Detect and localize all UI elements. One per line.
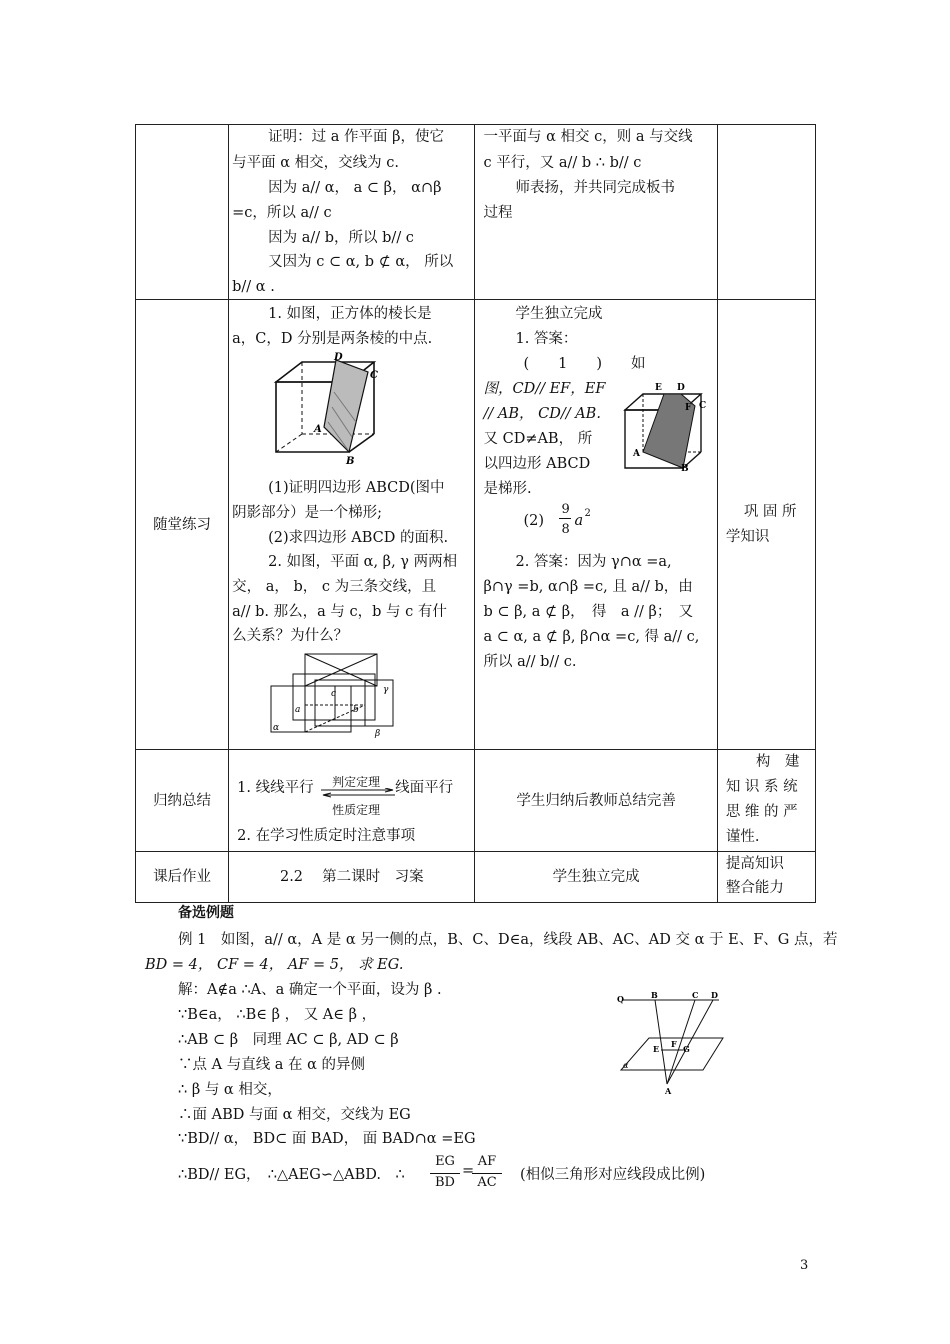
goal-line: 学知识 — [725, 529, 770, 545]
proof-line: 又因为 c ⊂ α, b ⊄ α， 所以 — [268, 254, 454, 270]
example-line: ∵点 A 与直线 a 在 α 的异侧 — [178, 1057, 366, 1073]
exercise-line: (2)求四边形 ABCD 的面积. — [268, 530, 449, 546]
proof-row-label — [136, 125, 229, 300]
proof-line: =c，所以 a// c — [232, 205, 332, 221]
prism-label: D — [711, 992, 718, 1000]
answer-line: b ⊂ β, a ⊄ β， 得 a // β； 又 — [483, 604, 694, 620]
exercise-line: 2. 如图，平面 α, β, γ 两两相 — [268, 554, 458, 570]
summary-middle-cell — [475, 750, 717, 852]
cube1-label: C — [370, 370, 379, 381]
prism-label: Q — [617, 994, 624, 1004]
exercise-line: 交， a， b， c 为三条交线，且 — [232, 579, 437, 595]
cube2-label: C — [699, 401, 707, 411]
arrow-bottom-label: 性质定理 — [332, 803, 381, 817]
proof-line: b// α . — [232, 279, 275, 295]
planes-label: c — [331, 689, 337, 699]
goal-line: 知 识 系 统 — [725, 779, 798, 795]
cube2-label: B — [681, 464, 690, 472]
goal-line: 谨性. — [725, 829, 760, 845]
goal-line: 思 维 的 严 — [725, 804, 798, 820]
three-planes-figure — [265, 650, 395, 742]
proof-row — [136, 125, 816, 300]
summary-goal-cell — [717, 750, 815, 852]
planes-label: b — [353, 705, 359, 715]
example-line: 解：A∉a ∴A、a 确定一个平面，设为 β . — [178, 982, 442, 998]
cube2-label: E — [655, 383, 663, 393]
summary-label-cell — [136, 750, 229, 852]
cube2-label: D — [677, 383, 686, 393]
prism-label: G — [683, 1044, 690, 1054]
example-line: ∴ β 与 α 相交， — [178, 1082, 282, 1098]
planes-label: γ — [383, 685, 389, 695]
cube1-label: A — [314, 424, 322, 435]
planes-label: β — [375, 729, 381, 739]
homework-middle: 学生独立完成 — [552, 869, 640, 885]
homework-row — [136, 852, 816, 903]
practice-right-cell — [475, 300, 717, 750]
summary-left-cell — [229, 750, 475, 852]
cube2-label: A — [633, 449, 641, 459]
planes-label: α — [273, 723, 280, 733]
answer-line: ( 1 ) 如 — [523, 356, 646, 372]
proof-goal-cell — [717, 125, 815, 300]
prism-label: A — [665, 1086, 672, 1096]
goal-line: 构 建 — [755, 754, 800, 770]
area-answer-prefix: (2) — [523, 513, 545, 529]
example-line: ∴AB ⊂ β 同理 AC ⊂ β, AD ⊂ β — [178, 1032, 399, 1048]
proof-note-line: 一平面与 α 相交 c，则 a 与交线 — [483, 129, 693, 145]
answer-line: // AB， CD// AB. — [483, 406, 601, 422]
prism-label: B — [651, 992, 658, 1000]
summary-middle: 学生归纳后教师总结完善 — [516, 792, 676, 809]
answer-line: 1. 答案： — [515, 331, 578, 347]
homework-label: 课后作业 — [153, 869, 212, 885]
homework-goal-cell — [717, 852, 815, 903]
practice-row — [136, 300, 816, 750]
area-exp: 2 — [584, 508, 591, 519]
frac1-bar — [430, 1173, 460, 1174]
example-line: ∴面 ABD 与面 α 相交，交线为 EG — [178, 1107, 411, 1123]
proof-note-line: 过程 — [483, 205, 513, 221]
frac2-bar — [472, 1173, 502, 1174]
goal-line: 巩 固 所 — [743, 504, 797, 520]
example-line: ∵B∈a， ∴B∈ β ， 又 A∈ β ， — [178, 1007, 377, 1023]
example-title: 备选例题 — [178, 905, 234, 921]
proof-left-cell — [229, 125, 475, 300]
lesson-table — [135, 124, 816, 903]
answer-line: 学生独立完成 — [515, 306, 603, 322]
answer-line: 又 CD≠AB， 所 — [483, 431, 593, 447]
practice-goal-cell — [717, 300, 815, 750]
exercise-line: (1)证明四边形 ABCD(图中 — [268, 480, 445, 496]
cube-figure-2 — [619, 380, 709, 472]
proof-note-line: 师表扬，并共同完成板书 — [515, 180, 675, 196]
arrow-top-label: 判定定理 — [332, 775, 381, 789]
planes-label: a — [295, 705, 301, 715]
example-line: ∵BD// α， BD⊂ 面 BAD， 面 BAD∩α =EG — [178, 1131, 476, 1147]
frac2-num: AF — [477, 1154, 497, 1169]
summary-label: 归纳总结 — [153, 792, 212, 809]
example-line: 例 1 如图，a// α，A 是 α 另一侧的点，B、C、D∈a，线段 AB、AC、AD 交 α 于 E、F、G 点，若 — [178, 932, 838, 948]
practice-label: 随堂练习 — [153, 516, 212, 533]
summary-row — [136, 750, 816, 852]
page-number: 3 — [800, 1258, 809, 1273]
summary-item-1b: 线面平行 — [395, 780, 454, 796]
summary-item-1a: 1. 线线平行 — [237, 780, 314, 796]
goal-line: 提高知识 — [725, 856, 784, 872]
answer-line: 2. 答案：因为 γ∩α =a, — [515, 554, 672, 570]
prism-label: E — [653, 1044, 660, 1054]
prism-label: F — [671, 1039, 677, 1049]
example-line: ∴BD// EG， ∴△AEG∽△ABD. ∴ — [178, 1167, 405, 1183]
summary-item-2: 2. 在学习性质定时注意事项 — [237, 828, 416, 844]
prism-label: C — [692, 992, 699, 1000]
example-note: (相似三角形对应线段成比例) — [520, 1167, 706, 1183]
cube1-label: B — [346, 456, 355, 464]
example-line: BD = 4， CF = 4， AF = 5， 求 EG. — [145, 957, 404, 973]
frac-num: 9 — [561, 502, 570, 517]
answer-line: 以四边形 ABCD — [483, 456, 591, 472]
area-var: a — [574, 513, 584, 529]
frac2-den: AC — [477, 1175, 497, 1190]
frac1-den: BD — [435, 1175, 455, 1190]
homework-label-cell — [136, 852, 229, 903]
prism-label: α — [623, 1061, 629, 1070]
proof-line: 因为 a// α， a ⊂ β， α∩β — [268, 180, 442, 196]
example-figure — [615, 992, 725, 1096]
answer-line: 所以 a// b// c. — [483, 654, 577, 670]
cube2-label: F — [685, 403, 692, 413]
cube1-label: D — [334, 352, 343, 363]
homework-middle-cell — [475, 852, 717, 903]
exercise-line: 1. 如图，正方体的棱长是 — [268, 306, 432, 322]
frac-den: 8 — [561, 522, 570, 537]
answer-line: 图，CD// EF，EF — [483, 381, 606, 397]
homework-content-cell — [229, 852, 475, 903]
exercise-line: 阴影部分）是一个梯形; — [232, 505, 383, 521]
exercise-line: 么关系？为什么？ — [232, 628, 349, 644]
exercise-line: a，C，D 分别是两条棱的中点. — [232, 331, 433, 347]
double-arrow-icon — [321, 788, 395, 798]
proof-line: 因为 a// b，所以 b// c — [268, 230, 414, 246]
proof-note-line: c 平行，又 a// b ∴ b// c — [483, 155, 642, 171]
answer-line: 是梯形. — [483, 481, 532, 497]
answer-line: β∩γ =b, α∩β =c, 且 a// b，由 — [483, 579, 693, 595]
practice-label-cell — [136, 300, 229, 750]
practice-left-cell — [229, 300, 475, 750]
proof-line: 与平面 α 相交，交线为 c. — [232, 155, 399, 171]
equals-sign: = — [462, 1163, 475, 1179]
proof-right-cell — [475, 125, 717, 300]
exercise-line: a// b. 那么，a 与 c，b 与 c 有什 — [232, 604, 447, 620]
answer-line: a ⊂ α, a ⊄ β, β∩α =c, 得 a// c, — [483, 629, 700, 645]
goal-line: 整合能力 — [725, 880, 784, 896]
cube-figure-1 — [264, 352, 384, 464]
frac1-num: EG — [435, 1154, 455, 1169]
proof-line: 证明：过 a 作平面 β，使它 — [268, 129, 444, 145]
homework-content: 2.2 第二课时 习案 — [279, 869, 424, 885]
